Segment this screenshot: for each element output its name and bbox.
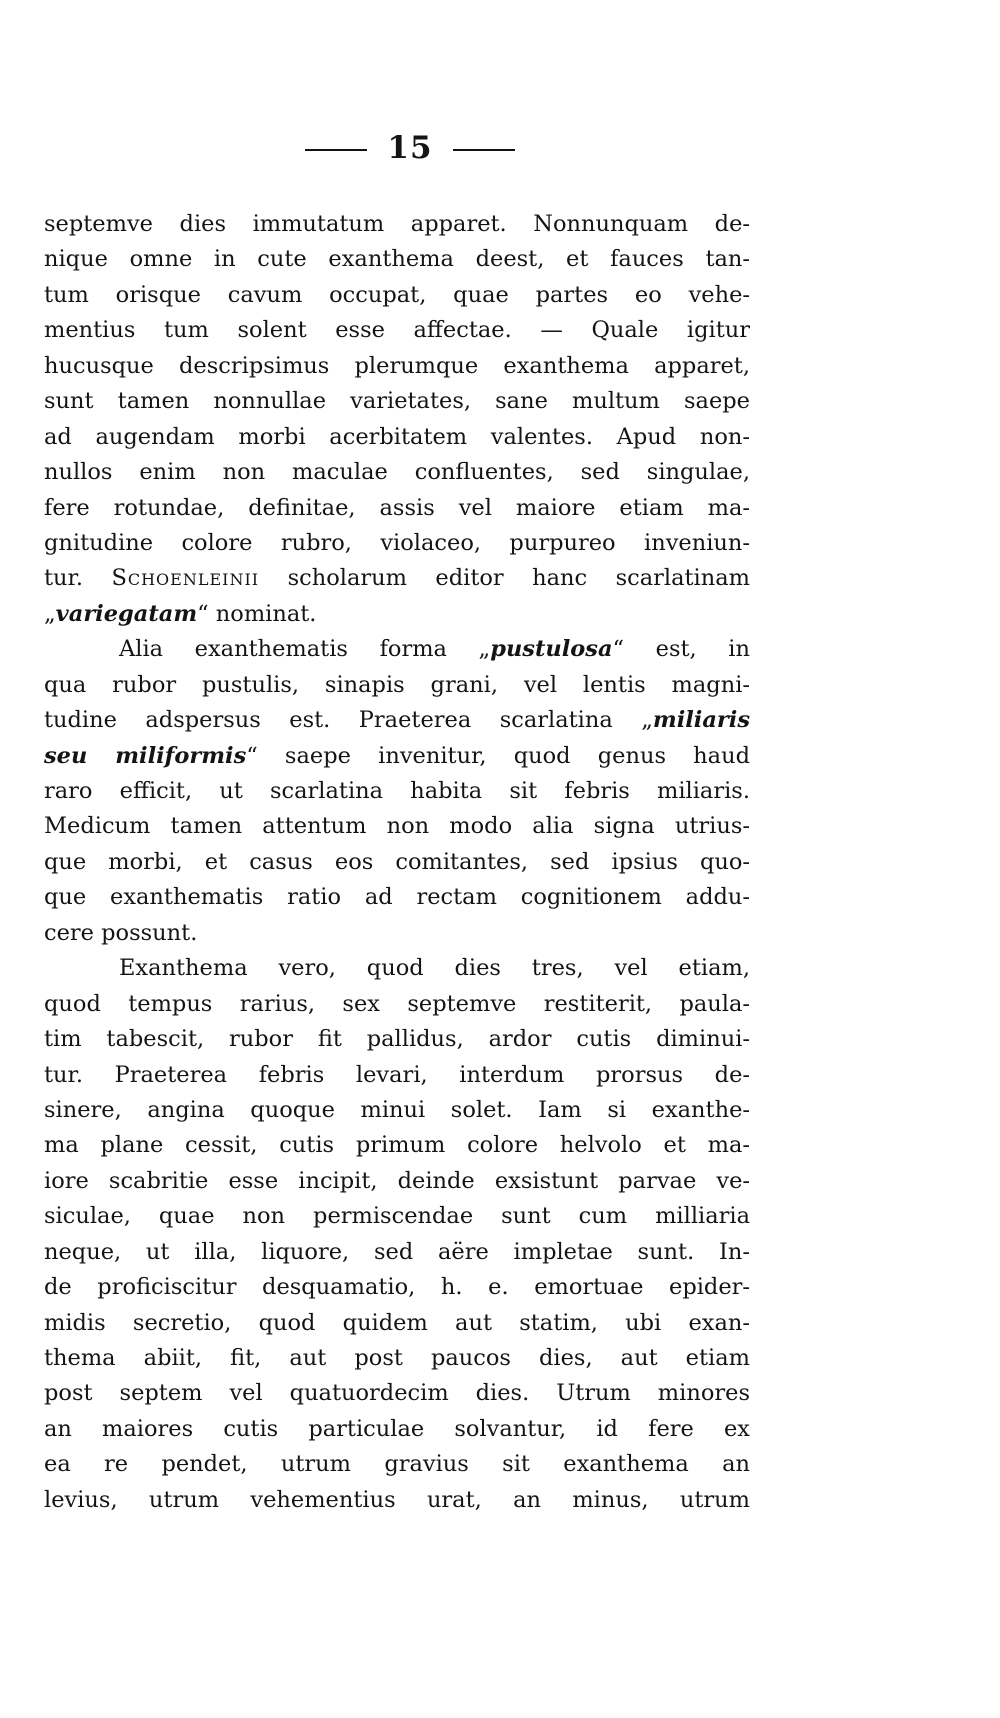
text-line <box>44 1376 750 1411</box>
text-segment: mentius tum solent esse affectae. — Quale igitur <box>44 317 750 344</box>
text-segment: siculae, quae non permiscendae sunt cum milliaria <box>44 1203 750 1230</box>
text-segment: quod tempus rarius, sex septemve restiterit, paula- <box>44 990 750 1017</box>
text-line <box>44 809 750 844</box>
text-line <box>44 420 750 455</box>
text-segment: tur. Praeterea febris levari, interdum prorsus de- <box>44 1061 750 1088</box>
text-segment: midis secretio, quod quidem aut statim, ubi exan- <box>44 1309 750 1336</box>
text-segment: tudine adspersus est. Praeterea scarlatina „ <box>44 707 653 734</box>
text-segment: Alia exanthematis forma „ <box>119 636 491 663</box>
text-line <box>44 242 750 277</box>
text-segment: scholarum editor hanc scarlatinam <box>259 565 750 592</box>
text-segment: hucusque descripsimus plerumque exanthema apparet, <box>44 352 750 379</box>
text-line <box>44 916 750 951</box>
text-segment: an maiores cutis particulae solvantur, id fere ex <box>44 1415 750 1442</box>
text-segment: cere possunt. <box>44 919 198 946</box>
text-line <box>44 1022 750 1057</box>
text-segment: ea re pendet, utrum gravius sit exanthema an <box>44 1451 750 1478</box>
text-segment: fere rotundae, definitae, assis vel maiore etiam ma- <box>44 494 750 521</box>
body-text <box>44 207 750 1518</box>
text-line <box>44 739 750 774</box>
text-segment: seu miliformis <box>44 742 247 769</box>
text-segment: “ saepe invenitur, quod genus haud <box>246 742 750 769</box>
text-line <box>44 278 750 313</box>
text-segment: levius, utrum vehementius urat, an minus, utrum <box>44 1486 750 1513</box>
text-segment: neque, ut illa, liquore, sed aëre impletae sunt. In- <box>44 1238 750 1265</box>
text-segment: gnitudine colore rubro, violaceo, purpureo inveniun- <box>44 529 750 556</box>
text-segment: Schoenleinii <box>111 565 260 592</box>
text-line <box>44 668 750 703</box>
text-line <box>44 1093 750 1128</box>
text-line <box>44 1058 750 1093</box>
text-line <box>44 1306 750 1341</box>
text-line <box>44 632 750 667</box>
text-line <box>44 313 750 348</box>
text-segment: que exanthematis ratio ad rectam cognitionem addu- <box>44 884 750 911</box>
text-segment: nullos enim non maculae confluentes, sed singulae, <box>44 459 750 486</box>
text-line <box>44 845 750 880</box>
text-line <box>44 455 750 490</box>
text-segment: qua rubor pustulis, sinapis grani, vel lentis magni- <box>44 671 750 698</box>
text-segment: Exanthema vero, quod dies tres, vel etiam, <box>119 955 750 982</box>
text-segment: thema abiit, fit, aut post paucos dies, aut etiam <box>44 1345 750 1371</box>
text-segment: miliaris <box>652 707 750 734</box>
text-line <box>44 207 750 242</box>
text-segment: tim tabescit, rubor fit pallidus, ardor cutis diminui- <box>44 1026 750 1053</box>
text-line <box>44 987 750 1022</box>
text-segment: “ est, in <box>612 636 750 663</box>
text-line <box>44 1235 750 1270</box>
text-line <box>44 880 750 915</box>
text-segment: tur. <box>44 565 112 592</box>
text-segment: que morbi, et casus eos comitantes, sed ipsius quo- <box>44 848 750 875</box>
text-segment: pustulosa <box>490 636 613 663</box>
page-header <box>0 128 820 168</box>
header-dash-left <box>305 149 367 151</box>
text-line <box>44 1199 750 1234</box>
text-segment: variegatam <box>55 600 198 627</box>
text-line <box>44 1412 750 1447</box>
text-segment: nique omne in cute exanthema deest, et fauces tan- <box>44 246 750 273</box>
page-number: 15 <box>387 130 433 166</box>
text-segment: Medicum tamen attentum non modo alia signa utrius- <box>44 813 750 840</box>
text-segment: sinere, angina quoque minui solet. Iam si exanthe- <box>44 1096 750 1123</box>
text-line <box>44 1483 750 1518</box>
text-line <box>44 384 750 419</box>
text-line <box>44 951 750 986</box>
text-line <box>44 774 750 809</box>
text-segment: post septem vel quatuordecim dies. Utrum minores <box>44 1380 750 1407</box>
text-segment: „ <box>44 600 56 627</box>
header-dash-right <box>453 149 515 151</box>
text-segment: de proficiscitur desquamatio, h. e. emortuae epider- <box>44 1274 750 1301</box>
text-line <box>44 1270 750 1305</box>
text-segment: raro efficit, ut scarlatina habita sit febris miliaris. <box>44 778 750 804</box>
text-line <box>44 526 750 561</box>
text-line <box>44 1447 750 1482</box>
text-line <box>44 597 750 632</box>
text-segment: iore scabritie esse incipit, deinde exsistunt parvae ve- <box>44 1167 750 1194</box>
text-line <box>44 1128 750 1163</box>
text-segment: ad augendam morbi acerbitatem valentes. Apud non- <box>44 423 750 450</box>
text-segment: septemve dies immutatum apparet. Nonnunquam de- <box>44 211 750 237</box>
text-segment: ma plane cessit, cutis primum colore helvolo et ma- <box>44 1132 750 1159</box>
text-line <box>44 1341 750 1376</box>
text-segment: tum orisque cavum occupat, quae partes eo vehe- <box>44 281 750 308</box>
text-line <box>44 703 750 738</box>
text-segment: “ nominat. <box>197 600 317 627</box>
text-line <box>44 1164 750 1199</box>
text-line <box>44 491 750 526</box>
text-line <box>44 561 750 596</box>
text-segment: sunt tamen nonnullae varietates, sane multum saepe <box>44 388 750 415</box>
text-line <box>44 349 750 384</box>
